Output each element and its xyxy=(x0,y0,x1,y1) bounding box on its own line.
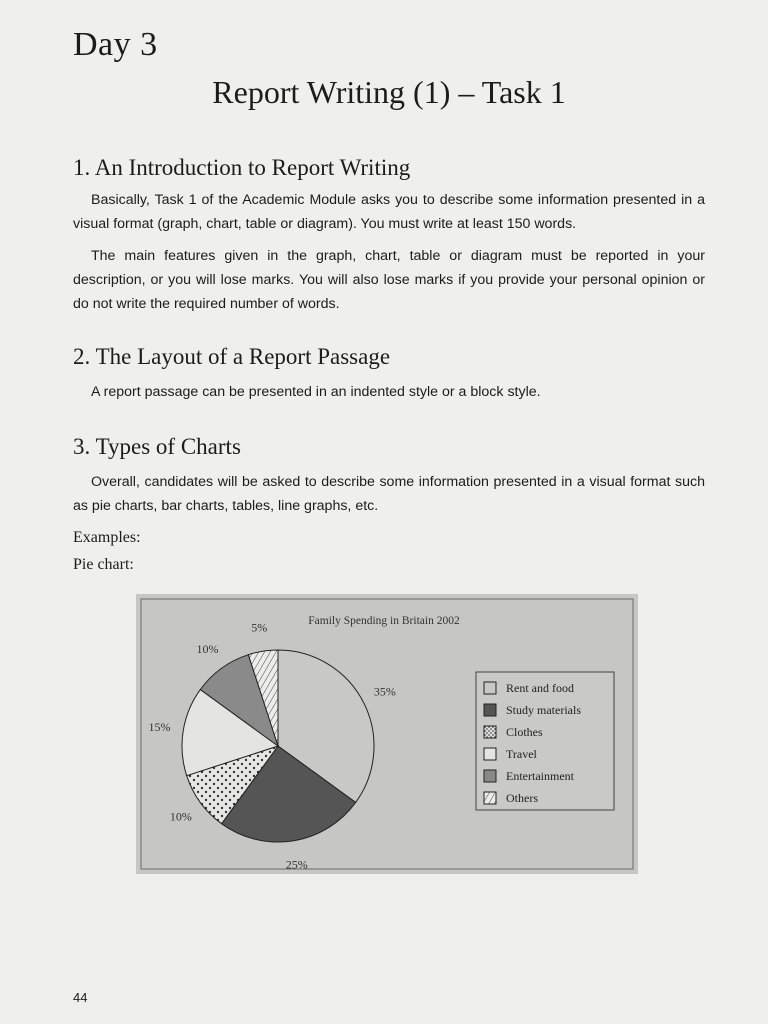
intro-paragraph-1: Basically, Task 1 of the Academic Module asks you to describe some information presented in a visual format (graph, chart, table or diagram). You must write at least 150 words. xyxy=(73,192,705,232)
slice-value-label: 25% xyxy=(285,857,308,872)
layout-paragraph: A report passage can be presented in an indented style or a block style. xyxy=(91,384,541,400)
day-label: Day 3 xyxy=(73,26,158,63)
slice-value-label: 35% xyxy=(373,684,396,699)
slice-value-label: 15% xyxy=(148,720,171,735)
intro-paragraph-2: The main features given in the graph, chart, table or diagram must be reported in your description, or you will lose marks. You will also lose marks if you provide your personal opinion or do not write the required number of words. xyxy=(73,248,705,312)
legend-swatch xyxy=(484,748,496,760)
section-heading-chart-types: 3. Types of Charts xyxy=(73,434,241,459)
section-heading-layout: 2. The Layout of a Report Passage xyxy=(73,344,391,369)
chart-title: Family Spending in Britain 2002 xyxy=(308,615,460,627)
slice-value-label: 10% xyxy=(169,809,192,824)
legend-label: Study materials xyxy=(506,703,581,717)
section-heading-introduction: 1. An Introduction to Report Writing xyxy=(73,155,411,180)
legend-label: Others xyxy=(506,791,538,805)
legend-swatch xyxy=(484,704,496,716)
pie-chart-figure xyxy=(136,594,638,874)
legend-swatch xyxy=(484,770,496,782)
legend-swatch xyxy=(484,726,496,738)
examples-label: Examples: xyxy=(73,529,141,546)
legend-label: Travel xyxy=(506,747,537,761)
legend-label: Entertainment xyxy=(506,769,574,783)
legend-swatch xyxy=(484,682,496,694)
pie-chart-label: Pie chart: xyxy=(73,556,134,573)
chart-types-paragraph: Overall, candidates will be asked to describe some information presented in a visual format such as pie charts, bar charts, tables, line graphs, etc. xyxy=(73,474,705,514)
page-title: Report Writing (1) – Task 1 xyxy=(212,74,566,110)
slice-value-label: 5% xyxy=(251,620,268,635)
page-number: 44 xyxy=(73,990,88,1005)
slice-value-label: 10% xyxy=(196,641,219,656)
legend-label: Rent and food xyxy=(506,681,574,695)
legend-label: Clothes xyxy=(506,725,543,739)
legend-swatch xyxy=(484,792,496,804)
pie-chart xyxy=(136,594,638,874)
